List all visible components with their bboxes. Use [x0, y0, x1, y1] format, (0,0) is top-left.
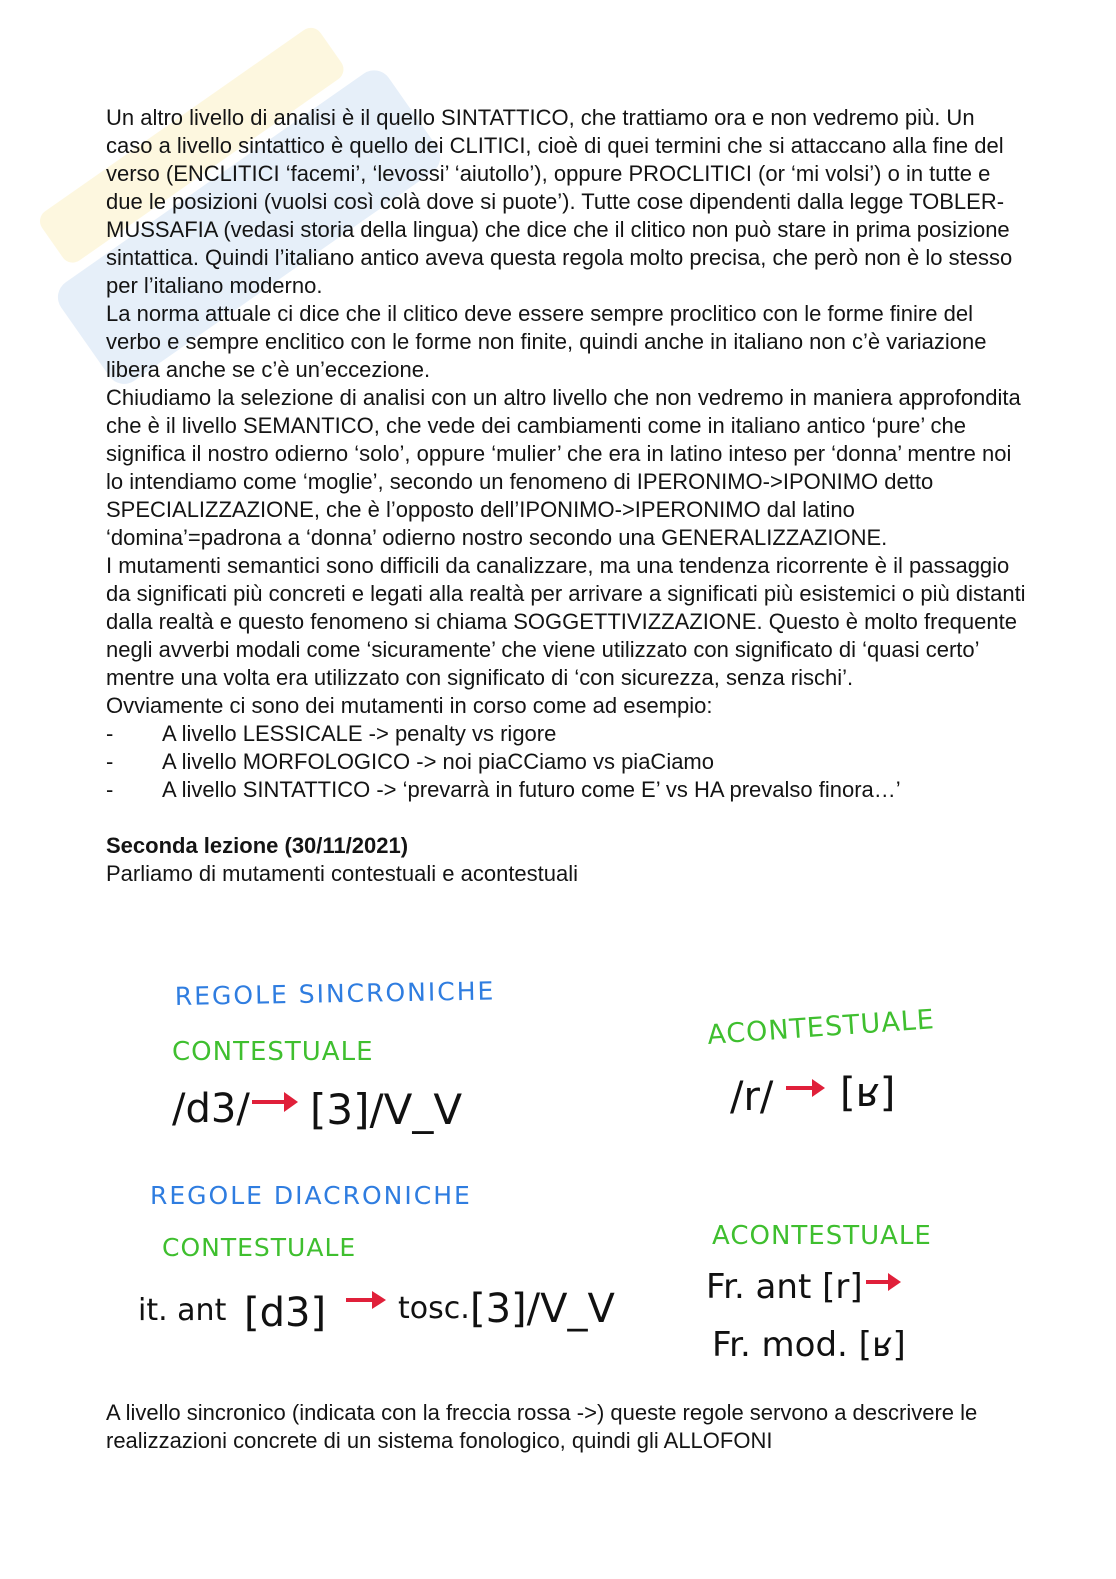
red-arrow-icon	[252, 1092, 298, 1112]
hw-contestuale-2: CONTESTUALE	[162, 1233, 357, 1262]
list-item: - A livello SINTATTICO -> ‘prevarrà in futuro come E’ vs HA prevalso finora…’	[106, 777, 901, 802]
red-arrow-icon	[786, 1079, 825, 1097]
hw-regole-diacroniche: REGOLE DIACRONICHE	[150, 1181, 472, 1210]
hw-acontestuale-2: ACONTESTUALE	[712, 1221, 932, 1251]
paragraph-semantic-changes: I mutamenti semantici sono difficili da canalizzare, ma una tendenza ricorrente è il passaggio da significati più concreti e legati alla realtà per arrivare a significati più esistemici o più distanti dalla realtà e questo fenomeno si chiama SOGGETTIVIZZAZIONE. Questo è molto frequente negli avverbi modali come ‘sicuramente’ che viene utilizzato con significato di ‘quasi certo’ mentre una volta era utilizzato con significato di ‘con sicurezza, senza rischi’.	[106, 553, 1026, 690]
hw-rule-sync-ctx-left: /d3/	[172, 1086, 250, 1132]
hw-rule-dia-ctx-2: [d3]	[244, 1290, 327, 1336]
lesson-heading: Seconda lezione (30/11/2021)	[106, 833, 409, 858]
list-marker: -	[106, 749, 114, 774]
list-item: - A livello MORFOLOGICO -> noi piaCCiamo vs piaCiamo	[106, 749, 714, 774]
hw-rule-dia-ctx-1: it. ant	[138, 1293, 227, 1328]
closing-paragraph	[106, 1399, 1026, 1455]
hw-rule-dia-ctx-3: tosc.	[398, 1291, 470, 1326]
hw-rule-dia-ctx-4: [3]/V_V	[470, 1286, 615, 1332]
paragraph-semantic: Chiudiamo la selezione di analisi con un altro livello che non vedremo in maniera approfondita che è il livello SEMANTICO, che vede dei cambiamenti come in italiano antico ‘pure’ che significa il nostro odierno ‘solo’, oppure ‘mulier’ che era in latino inteso per ‘donna’ mentre noi lo intendiamo come ‘moglie’, secondo un fenomeno di IPERONIMO->IPONIMO detto SPECIALIZZAZIONE, che è l’opposto dell’IPONIMO->IPERONIMO dal latino ‘domina’=padrona a ‘donna’ odierno nostro secondo una GENERALIZZAZIONE.	[106, 385, 1021, 550]
hw-rule-dia-actx-2: Fr. mod. [ʁ]	[712, 1325, 906, 1365]
paragraph-norm: La norma attuale ci dice che il clitico deve essere sempre proclitico con le forme finire del verbo e sempre enclitico con le forme non finite, quindi anche in italiano non c’è variazione libera anche se c’è un’eccezione.	[106, 301, 987, 382]
hw-rule-sync-ctx-right: [3]/V_V	[310, 1085, 463, 1134]
closing-text: A livello sincronico (indicata con la freccia rossa ->) queste regole servono a descrivere le realizzazioni concrete di un sistema fonologico, quindi gli ALLOFONI	[106, 1400, 978, 1453]
hw-contestuale-1: CONTESTUALE	[172, 1037, 374, 1067]
red-arrow-icon	[866, 1273, 901, 1291]
paragraph-ongoing: Ovviamente ci sono dei mutamenti in corso come ad esempio:	[106, 693, 713, 718]
hw-rule-dia-actx-1: Fr. ant [r]	[706, 1267, 863, 1307]
list-marker: -	[106, 777, 114, 802]
paragraph-syntax: Un altro livello di analisi è il quello SINTATTICO, che trattiamo ora e non vedremo più. Un caso a livello sintattico è quello dei CLITICI, cioè di quei termini che si attaccano alla fine del verso (ENCLITICI ‘facemi’, ‘levossi’ ‘aiutollo’), oppure PROCLITICI (or ‘mi volsi’) o in tutte e due le posizioni (vuolsi così colà dove si puote’). Tutte cose dipendenti dalla legge TOBLER-MUSSAFIA (vedasi storia della lingua) che dice che il clitico non può stare in prima posizione sintattica. Quindi l’italiano antico aveva questa regola molto precisa, che però non è lo stesso per l’italiano moderno.	[106, 105, 1013, 298]
lesson-intro: Parliamo di mutamenti contestuali e acontestuali	[106, 861, 579, 886]
red-arrow-icon	[346, 1291, 386, 1309]
hw-rule-sync-actx-right: [ʁ]	[840, 1070, 896, 1116]
hw-regole-sincroniche: REGOLE SINCRONICHE	[174, 976, 496, 1011]
list-marker: -	[106, 721, 114, 746]
hw-acontestuale-1: ACONTESTUALE	[706, 1004, 936, 1051]
hw-rule-sync-actx-left: /r/	[730, 1074, 774, 1120]
list-item: - A livello LESSICALE -> penalty vs rigore	[106, 721, 557, 746]
